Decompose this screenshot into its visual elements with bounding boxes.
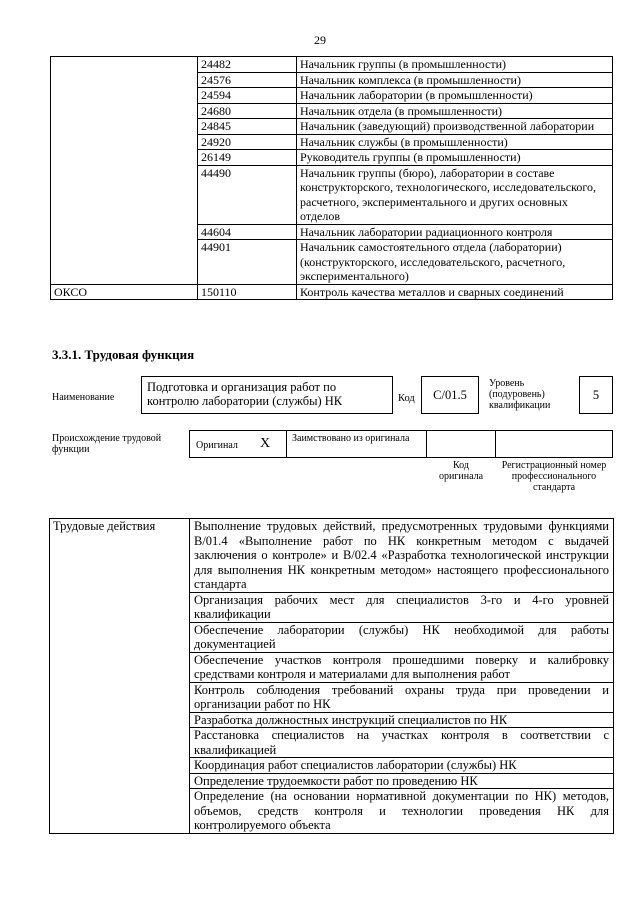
name-label: Наименование <box>52 392 115 403</box>
codes-cell-classifier <box>51 224 198 240</box>
labor-action-row <box>50 519 614 593</box>
level-box <box>579 376 613 414</box>
codes-cell-code: 24482 <box>198 57 297 73</box>
codes-cell-code: 24845 <box>198 119 297 135</box>
codes-cell-title: Начальник комплекса (в промышленности) <box>297 72 613 88</box>
codes-table <box>50 56 613 300</box>
codes-row <box>51 284 613 300</box>
borrowed-box <box>286 430 427 458</box>
original-mark: X <box>260 436 271 451</box>
codes-cell-code: 44604 <box>198 224 297 240</box>
codes-cell-title: Начальник отдела (в промышленности) <box>297 103 613 119</box>
labor-action-item: Контроль соблюдения требований охраны труда при проведении и организации работ по НК <box>190 682 614 712</box>
codes-cell-classifier <box>51 119 198 135</box>
labor-action-item: Организация рабочих мест для специалистов 3-го и 4-го уровней квалификации <box>190 592 614 622</box>
codes-cell-code: 26149 <box>198 150 297 166</box>
codes-cell-classifier <box>51 240 198 285</box>
codes-cell-code: 150110 <box>198 284 297 300</box>
function-name-box <box>141 376 393 414</box>
codes-cell-classifier <box>51 103 198 119</box>
code-original-caption: Код оригинала <box>438 460 484 482</box>
function-code-value: С/01.5 <box>433 388 467 402</box>
codes-row <box>51 57 613 73</box>
labor-action-item: Разработка должностных инструкций специалистов по НК <box>190 712 614 728</box>
reg-number-box <box>495 430 613 458</box>
origin-label: Происхождение трудовой функции <box>52 433 162 455</box>
codes-cell-title: Начальник службы (в промышленности) <box>297 134 613 150</box>
labor-action-item: Обеспечение лаборатории (службы) НК необходимой для работы документацией <box>190 622 614 652</box>
codes-cell-title: Начальник лаборатории (в промышленности) <box>297 88 613 104</box>
codes-cell-title: Контроль качества металлов и сварных соединений <box>297 284 613 300</box>
labor-action-item: Координация работ специалистов лаборатории (службы) НК <box>190 758 614 774</box>
codes-row <box>51 240 613 285</box>
labor-action-item: Определение трудоемкости работ по проведению НК <box>190 773 614 789</box>
level-label: Уровень (подуровень) квалификации <box>489 378 551 411</box>
function-name-value: Подготовка и организация работ по контролю лаборатории (службы) НК <box>147 380 343 408</box>
codes-cell-code: 24920 <box>198 134 297 150</box>
codes-cell-classifier <box>51 88 198 104</box>
codes-cell-classifier <box>51 150 198 166</box>
reg-number-caption: Регистрационный номер профессионального стандарта <box>501 460 607 493</box>
codes-row <box>51 224 613 240</box>
labor-action-item: Выполнение трудовых действий, предусмотренных трудовыми функциями В/01.4 «Выполнение работ по НК конкретным методом с выдачей заключения о контроле» и В/02.4 «Разработка технологической инструкции для выполнения НК конкретным методом» настоящего профессионального стандарта <box>190 519 614 593</box>
original-box <box>189 430 287 458</box>
codes-cell-title: Начальник группы (бюро), лаборатории в составе конструкторского, технологического, исследовательского, расчетного, экспериментального и других основных отделов <box>297 165 613 224</box>
labor-action-item: Обеспечение участков контроля прошедшими поверку и калибровку средствами контроля и материалами для выполнения работ <box>190 652 614 682</box>
codes-cell-code: 24594 <box>198 88 297 104</box>
borrowed-label: Заимствовано из оригинала <box>292 433 410 444</box>
codes-cell-title: Руководитель группы (в промышленности) <box>297 150 613 166</box>
codes-row <box>51 72 613 88</box>
codes-cell-code: 44901 <box>198 240 297 285</box>
codes-cell-classifier <box>51 134 198 150</box>
codes-row <box>51 103 613 119</box>
codes-cell-code: 24576 <box>198 72 297 88</box>
codes-row <box>51 119 613 135</box>
level-value: 5 <box>592 388 600 402</box>
codes-cell-classifier: ОКСО <box>51 284 198 300</box>
code-original-box <box>426 430 496 458</box>
labor-actions-table <box>49 518 614 834</box>
codes-cell-title: Начальник группы (в промышленности) <box>297 57 613 73</box>
page-number: 29 <box>314 33 326 47</box>
codes-cell-title: Начальник самостоятельного отдела (лаборатории) (конструкторского, исследовательского, расчетного, экспериментального) <box>297 240 613 285</box>
labor-action-item: Расстановка специалистов на участках контроля в соответствии с квалификацией <box>190 728 614 758</box>
codes-cell-classifier <box>51 57 198 73</box>
original-label: Оригинал <box>196 440 238 451</box>
codes-row <box>51 150 613 166</box>
codes-cell-title: Начальник (заведующий) производственной лаборатории <box>297 119 613 135</box>
codes-row <box>51 134 613 150</box>
labor-actions-label: Трудовые действия <box>50 519 190 834</box>
codes-cell-code: 24680 <box>198 103 297 119</box>
codes-cell-code: 44490 <box>198 165 297 224</box>
function-code-box <box>421 376 479 414</box>
labor-action-item: Определение (на основании нормативной документации по НК) методов, объемов, средств контроля и технологии проведения НК для контролируемого объекта <box>190 789 614 834</box>
section-title: 3.3.1. Трудовая функция <box>52 347 195 362</box>
codes-cell-classifier <box>51 72 198 88</box>
codes-cell-classifier <box>51 165 198 224</box>
codes-row <box>51 88 613 104</box>
codes-cell-title: Начальник лаборатории радиационного контроля <box>297 224 613 240</box>
code-label: Код <box>398 393 415 404</box>
codes-row <box>51 165 613 224</box>
